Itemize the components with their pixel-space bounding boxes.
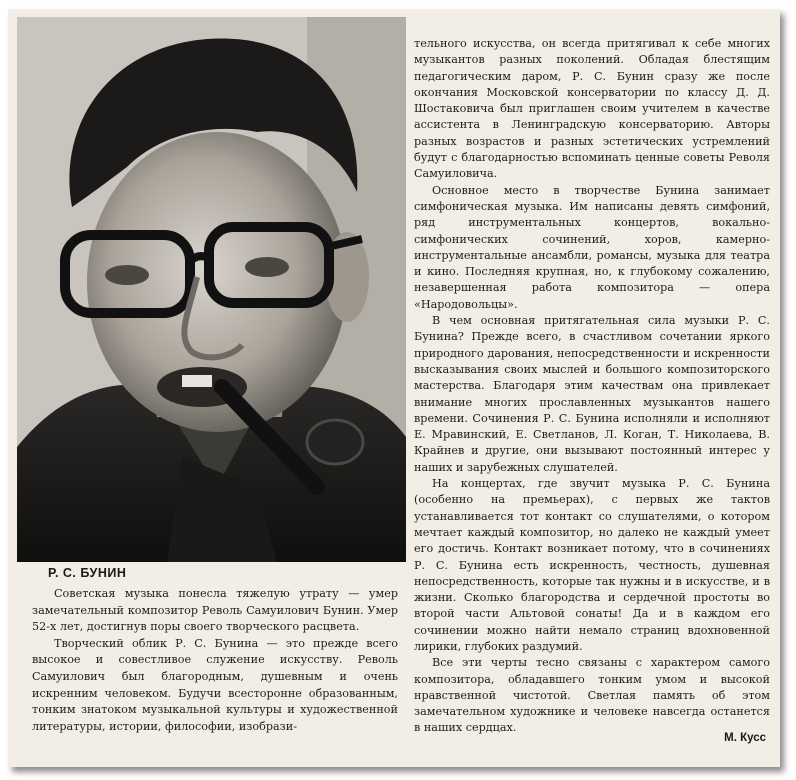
portrait-photo (17, 17, 406, 562)
article-right-column (414, 36, 770, 737)
article-paragraph: Все эти черты тесно связаны с характером самого композитора, обладавшего тонким умом и высокой нравственной чистотой. Светлая память об этом замечательном художнике и человеке навсегда останется в наших сердцах. (414, 656, 770, 735)
photo-caption: Р. С. БУНИН (48, 566, 127, 580)
article-paragraph: Основное место в творчестве Бунина занимает симфоническая музыка. Им написаны девять симфоний, ряд инструментальных концертов, вокально-симфонических сочинений, хоров, камерно-инструментальные ансамбли, романсы, музыка для театра и кино. Последняя крупная, но, к глубокому сожалению, незавершенная работа композитора — опера «Народовольцы». (414, 183, 770, 311)
article-paragraph: Творческий облик Р. С. Бунина — это прежде всего высокое и совестливое служение искусству. Револь Самуилович был благородным, душевным и очень искренним человеком. Будучи всесторонне образованным, тонким знатоком музыкальной культуры и художественной литературы, истории, философии, изобрази- (32, 636, 398, 733)
article-paragraph: В чем основная притягательная сила музыки Р. С. Бунина? Прежде всего, в счастливом сочетании яркого природного дарования, непосредственности и искренности высказывания своих мыслей и большого композиторского мастерства. Благодаря этим качествам она привлекает внимание многих прославленных музыкантов нашего времени. Сочинения Р. С. Бунина исполняли и исполняют Е. Мравинский, Е. Светланов, Л. Коган, Т. Николаева, В. Крайнев и другие, они вызывают постоянный интерес у наших и зарубежных слушателей. (414, 314, 770, 474)
article-left-column (32, 586, 398, 735)
author-signature: М. Кусс (724, 732, 766, 744)
article-paragraph: На концертах, где звучит музыка Р. С. Бунина (особенно на премьерах), с первых же тактов устанавливается тот контакт со слушателями, о котором мечтает каждый композитор, но далеко не каждый умеет его достичь. Контакт возникает потому, что в сочинениях Р. С. Бунина есть искренность, честность, душевная непосредственность, которые так нужны и в искусстве, и в жизни. Сколько благородства и сердечной простоты во второй части Альтовой сонаты! Да и в каждом его сочинении можно найти немало страниц вдохновенной лирики, глубоких раздумий. (414, 477, 770, 653)
portrait-illustration (17, 17, 406, 562)
article-paragraph: Советская музыка понесла тяжелую утрату — умер замечательный композитор Револь Самуилович Бунин. Умер 52-х лет, достигнув поры своего творческого расцвета. (32, 587, 398, 634)
article-paragraph: тельного искусства, он всегда притягивал к себе многих музыкантов разных поколений. Обладая блестящим педагогическим даром, Р. С. Бунин сразу же после окончания Московской консерватории по классу Д. Д. Шостаковича был приглашен своим учителем в качестве ассистента в Ленинградскую консерваторию. Авторы разных возрастов и разных эстетических устремлений будут с благодарностью вспоминать ценные советы Револя Самуиловича. (414, 37, 770, 181)
